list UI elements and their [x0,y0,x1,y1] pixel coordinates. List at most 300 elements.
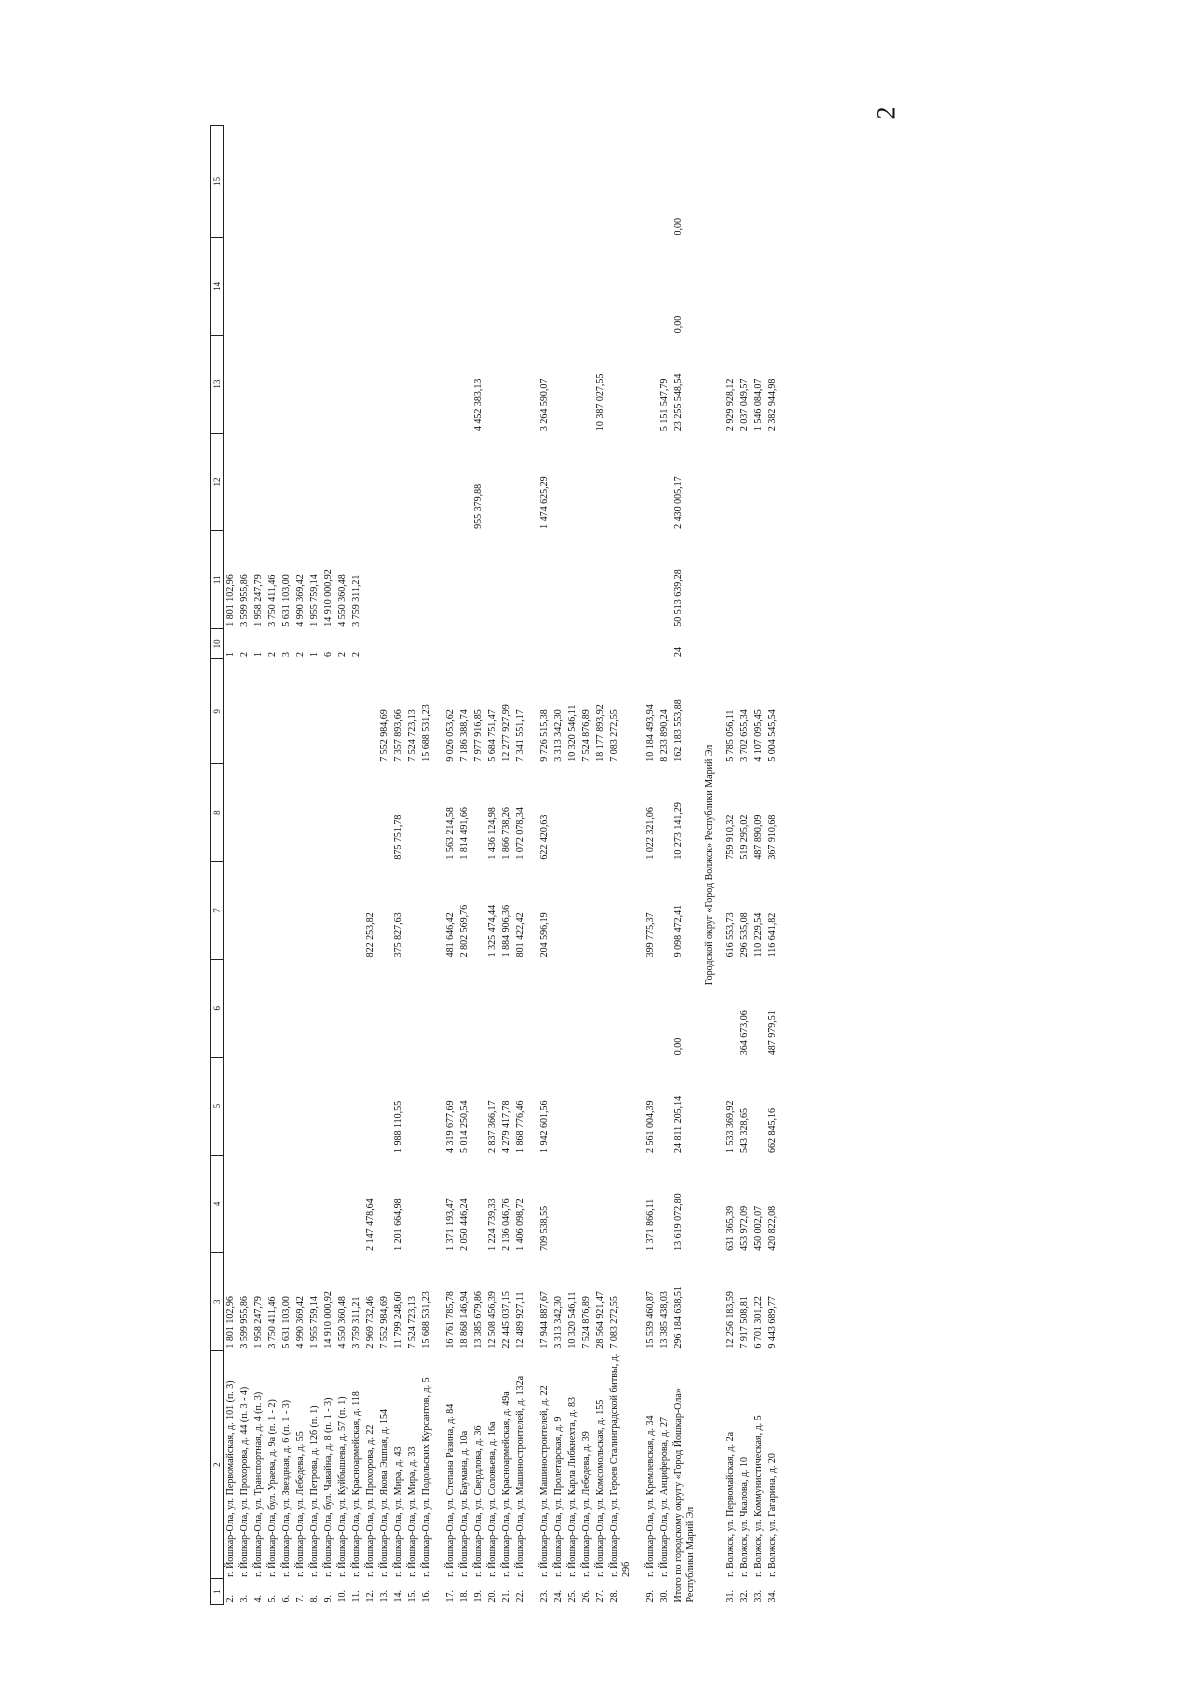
value-cell [420,335,434,433]
value-cell [308,335,322,433]
value-cell [738,433,752,531]
value-cell [350,959,364,1057]
value-cell [580,126,594,238]
value-cell [538,629,552,659]
value-cell [580,959,594,1057]
value-cell: 2 969 732,46 [365,1296,376,1349]
value-cell [224,764,239,862]
value-cell: 453 972,09 [739,1205,750,1251]
value-cell [580,764,594,862]
value-cell [322,1057,336,1155]
value-cell: 7 917 508,81 [739,1296,750,1349]
value-cell [364,531,378,629]
table-row [766,126,780,1605]
value-cell [364,629,378,659]
row-number: 16. [421,1590,432,1603]
value-cell: 1 [253,651,264,657]
value-cell [644,237,658,335]
row-number: 2. [225,1595,236,1603]
table-row [392,126,406,1605]
value-cell [364,237,378,335]
value-cell [406,959,420,1057]
value-cell [294,862,308,960]
value-cell: 7 186 388,74 [459,709,470,762]
value-cell: 759 910,32 [725,814,736,860]
value-cell: 2 [295,651,306,657]
value-cell: 1 801 102,96 [225,574,236,627]
value-cell [224,659,239,764]
value-cell [644,959,658,1057]
value-cell [406,862,420,960]
row-number: 17. [445,1590,456,1603]
value-cell [538,126,552,238]
value-cell [406,126,420,238]
value-cell [378,531,392,629]
value-cell [566,237,580,335]
value-cell: 2 136 046,76 [501,1198,512,1251]
address-cell: г. Йошкар-Ола, ул. Прохорова, д. 22 [365,1424,376,1577]
table-row [280,126,294,1605]
value-cell: 7 083 272,55 [609,1296,620,1349]
address-cell: г. Йошкар-Ола, ул. Звездная, д. 6 (п. 1 - 3) [281,1399,292,1577]
table-row [336,126,350,1605]
value-cell [280,764,294,862]
value-cell [658,1057,672,1155]
value-cell [336,335,350,433]
value-cell: 1 533 369,92 [725,1100,736,1154]
value-cell [458,959,472,1057]
value-cell [280,433,294,531]
value-cell: 1 406 098,72 [515,1198,526,1251]
value-cell: 3 313 342,30 [553,1296,564,1349]
value-cell [724,959,738,1057]
value-cell [458,335,472,433]
value-cell [406,1155,420,1253]
value-cell [566,764,580,862]
value-cell [252,433,266,531]
value-cell [566,959,580,1057]
table-row [514,126,528,1605]
row-number: 26. [581,1590,592,1603]
row-number: 22. [515,1590,526,1603]
value-cell: 7 357 893,66 [393,709,404,762]
value-cell [224,335,239,433]
table-row [308,126,322,1605]
total-cell: 0,00 [673,1037,684,1056]
value-cell [594,237,608,335]
value-cell: 7 552 984,69 [379,709,390,762]
value-cell: 399 775,37 [645,912,656,958]
value-cell [500,433,514,531]
value-cell [444,335,458,433]
value-cell [658,629,672,659]
value-cell [294,433,308,531]
value-cell [752,433,766,531]
row-number: 5. [267,1595,278,1603]
value-cell [644,531,658,629]
value-cell [420,629,434,659]
row-number: 19. [473,1590,484,1603]
value-cell [580,237,594,335]
value-cell [486,237,500,335]
value-cell: 17 944 887,67 [539,1291,550,1349]
address-cell: г. Йошкар-Ола, ул. Подольских Курсантов, д. 5 [421,1377,432,1577]
column-header: 4 [211,1155,224,1253]
address-cell: г. Йошкар-Ола, бул. Чавайна, д. 8 (п. 1 - 3) [323,1397,334,1577]
value-cell: 2 837 366,17 [487,1100,498,1154]
value-cell [322,764,336,862]
value-cell [580,531,594,629]
value-cell [500,959,514,1057]
value-cell: 1 801 102,96 [225,1296,236,1349]
value-cell: 15 688 531,23 [421,704,432,762]
table-row [322,126,336,1605]
value-cell [252,1155,266,1253]
value-cell [608,1057,634,1155]
value-cell: 1 546 084,07 [753,378,764,432]
table-row [608,126,634,1605]
value-cell [224,1057,239,1155]
column-header: 13 [211,335,224,433]
value-cell: 12 489 927,11 [515,1291,526,1349]
value-cell: 631 365,39 [725,1205,736,1251]
value-cell: 10 320 546,11 [567,704,578,762]
value-cell: 2 802 569,76 [459,904,470,958]
table-body [224,126,781,1605]
value-cell [472,764,486,862]
value-cell: 7 524 723,13 [407,1296,418,1349]
table-row [594,126,608,1605]
address-cell: г. Йошкар-Ола, ул. Мира, д. 43 [393,1446,404,1577]
value-cell [658,959,672,1057]
value-cell [378,126,392,238]
value-cell [594,531,608,629]
value-cell [252,335,266,433]
value-cell [336,764,350,862]
value-cell [472,959,486,1057]
value-cell [294,335,308,433]
value-cell [580,629,594,659]
value-cell [266,335,280,433]
value-cell: 4 990 369,42 [295,1296,306,1349]
table-row [486,126,500,1605]
value-cell [644,629,658,659]
value-cell [238,126,252,238]
address-cell: г. Йошкар-Ола, ул. Красноармейская, д. 118 [351,1391,362,1577]
address-cell: г. Волжск, ул. Коммунистическая, д. 5 [753,1415,764,1577]
value-cell: 1 201 664,98 [393,1198,404,1251]
value-cell [580,1057,594,1155]
value-cell [308,959,322,1057]
value-cell [322,959,336,1057]
value-cell [266,237,280,335]
value-cell [308,862,322,960]
value-cell: 875 751,78 [393,814,404,860]
value-cell [458,531,472,629]
value-cell [514,433,528,531]
value-cell [336,237,350,335]
value-cell [322,659,336,764]
value-cell [766,237,780,335]
value-cell [724,629,738,659]
value-cell [658,433,672,531]
value-cell [392,531,406,629]
value-cell [378,1057,392,1155]
table-row [500,126,514,1605]
value-cell [266,659,280,764]
value-cell [322,862,336,960]
table-row [752,126,766,1605]
value-cell [594,1155,608,1253]
address-cell: г. Йошкар-Ола, бул. Ураева, д. 9а (п. 1 - 2) [267,1399,278,1577]
value-cell [500,237,514,335]
value-cell [420,237,434,335]
value-cell [608,126,634,238]
rotated-table-container [210,125,970,1605]
value-cell [280,237,294,335]
value-cell [420,433,434,531]
value-cell [238,433,252,531]
value-cell: 2 382 944,98 [767,378,778,432]
value-cell [392,629,406,659]
value-cell [444,629,458,659]
value-cell [308,237,322,335]
total-row [672,126,698,1605]
value-cell: 116 641,82 [767,912,778,958]
value-cell [486,959,500,1057]
value-cell [566,1155,580,1253]
value-cell [552,1155,566,1253]
value-cell [724,237,738,335]
table-row [566,126,580,1605]
value-cell [378,237,392,335]
value-cell [420,862,434,960]
value-cell: 15 688 531,23 [421,1291,432,1349]
table-row [406,126,420,1605]
value-cell: 110 229,54 [753,912,764,958]
value-cell [364,764,378,862]
value-cell [280,659,294,764]
value-cell: 7 977 916,85 [473,709,484,762]
value-cell [238,959,252,1057]
value-cell [238,1057,252,1155]
value-cell [594,862,608,960]
value-cell [566,433,580,531]
value-cell: 1 224 739,33 [487,1198,498,1251]
value-cell: 1 884 906,36 [501,904,512,958]
value-cell [364,433,378,531]
value-cell [406,237,420,335]
value-cell [458,629,472,659]
value-cell [252,862,266,960]
value-cell [486,126,500,238]
row-number: 24. [553,1590,564,1603]
value-cell: 4 550 360,48 [337,1296,348,1349]
value-cell: 7 524 876,89 [581,709,592,762]
value-cell [500,531,514,629]
address-cell: г. Йошкар-Ола, ул. Куйбышева, д. 57 (п. 1) [337,1396,348,1577]
value-cell [252,1057,266,1155]
value-cell [566,862,580,960]
value-cell [322,237,336,335]
page-number: 2 [871,106,901,120]
value-cell: 1 022 321,06 [645,807,656,860]
value-cell [594,1057,608,1155]
value-cell [336,433,350,531]
value-cell [608,335,634,433]
address-cell: г. Йошкар-Ола, ул. Петрова, д. 12б (п. 1) [309,1405,320,1577]
value-cell: 3 599 955,86 [239,574,250,627]
value-cell [350,335,364,433]
value-cell: 1 866 738,26 [501,807,512,860]
value-cell: 5 151 547,79 [659,378,670,432]
value-cell: 375 827,63 [393,912,404,958]
value-cell [294,237,308,335]
value-cell [280,1057,294,1155]
value-cell [252,959,266,1057]
value-cell: 3 702 655,34 [739,709,750,762]
value-cell: 4 452 383,13 [473,378,484,432]
address-cell: г. Йошкар-Ола, ул. Прохорова, д. 44 (п. 3 - 4) [239,1386,250,1577]
value-cell [752,1057,766,1155]
value-cell [752,126,766,238]
value-cell [552,237,566,335]
value-cell: 12 256 183,59 [725,1291,736,1349]
value-cell: 2 561 004,39 [645,1100,656,1154]
value-cell: 11 799 248,60 [393,1291,404,1349]
value-cell [566,1057,580,1155]
value-cell [406,764,420,862]
value-cell [608,629,634,659]
value-cell [472,126,486,238]
row-number: 21. [501,1590,512,1603]
value-cell: 1 958 247,79 [253,1296,264,1349]
row-number: 12. [365,1590,376,1603]
address-cell: г. Волжск, ул. Гагарина, д. 20 [767,1453,778,1577]
value-cell [308,1155,322,1253]
value-cell: 4 550 360,48 [337,574,348,627]
value-cell [378,629,392,659]
value-cell [538,237,552,335]
address-cell: г. Йошкар-Ола, ул. Транспортная, д. 4 (п. 3) [253,1391,264,1577]
value-cell [594,629,608,659]
column-header: 9 [211,659,224,764]
value-cell [378,959,392,1057]
value-cell [608,1155,634,1253]
value-cell: 1 436 124,98 [487,807,498,860]
table-row [472,126,486,1605]
table-row [378,126,392,1605]
column-header: 2 [211,1351,224,1579]
value-cell [266,126,280,238]
value-cell [308,764,322,862]
value-cell [752,237,766,335]
value-cell [608,959,634,1057]
value-cell [658,764,672,862]
value-cell: 12 508 456,39 [487,1291,498,1349]
value-cell [486,335,500,433]
value-cell [364,126,378,238]
value-cell [364,335,378,433]
value-cell [252,764,266,862]
row-number: 34. [767,1590,778,1603]
row-number: 31. [725,1590,736,1603]
value-cell [420,959,434,1057]
address-cell: г. Йошкар-Ола, ул. Пролетарская, д. 9 [553,1416,564,1577]
group-gap [634,126,644,1605]
total-cell: 24 [673,646,684,657]
value-cell [658,1155,672,1253]
total-cell: 2 430 005,17 [673,476,684,529]
table-row [738,126,752,1605]
value-cell: 1 371 866,11 [645,1198,656,1251]
value-cell: 822 253,82 [365,912,376,958]
column-header: 14 [211,237,224,335]
value-cell [406,335,420,433]
row-number: 30. [659,1590,670,1603]
value-cell: 487 890,09 [753,814,764,860]
value-cell [252,126,266,238]
row-number: 15. [407,1590,418,1603]
value-cell: 543 328,65 [739,1108,750,1154]
value-cell [552,629,566,659]
row-number: 13. [379,1590,390,1603]
table-row [266,126,280,1605]
row-number: 33. [753,1590,764,1603]
value-cell [552,959,566,1057]
value-cell [350,862,364,960]
value-cell: 3 759 311,21 [351,574,362,627]
value-cell [266,1057,280,1155]
row-number: 8. [309,1595,320,1603]
column-header: 3 [211,1253,224,1351]
value-cell: 4 990 369,42 [295,574,306,627]
table-row [458,126,472,1605]
value-cell: 1 [309,651,320,657]
value-cell [308,433,322,531]
value-cell: 420 822,08 [767,1205,778,1251]
value-cell [238,862,252,960]
value-cell [238,335,252,433]
value-cell [266,959,280,1057]
value-cell: 14 910 000,92 [323,569,334,627]
value-cell [552,862,566,960]
value-cell: 481 646,42 [445,912,456,958]
value-cell [336,862,350,960]
address-cell: г. Йошкар-Ола, ул. Свердлова, д. 36 [473,1425,484,1577]
value-cell [266,764,280,862]
value-cell [350,659,364,764]
value-cell [224,1155,239,1253]
value-cell [406,433,420,531]
total-label: Итого по городскому округу «Город Йошкар-Ола» Республики Марий Эл [673,1388,696,1603]
value-cell [458,433,472,531]
value-cell [294,1155,308,1253]
address-cell: г. Йошкар-Ола, ул. Степана Разина, д. 84 [445,1403,456,1577]
value-cell: 18 177 893,92 [595,704,606,762]
value-cell [420,126,434,238]
total-cell: 9 098 472,41 [673,904,684,958]
value-cell [514,531,528,629]
value-cell [514,237,528,335]
value-cell [594,433,608,531]
value-cell: 367 910,68 [767,814,778,860]
value-cell: 1 868 776,46 [515,1100,526,1154]
value-cell [608,237,634,335]
table-row [350,126,364,1605]
address-cell: г. Волжск, ул. Первомайская, д. 2а [725,1431,736,1577]
value-cell [266,433,280,531]
